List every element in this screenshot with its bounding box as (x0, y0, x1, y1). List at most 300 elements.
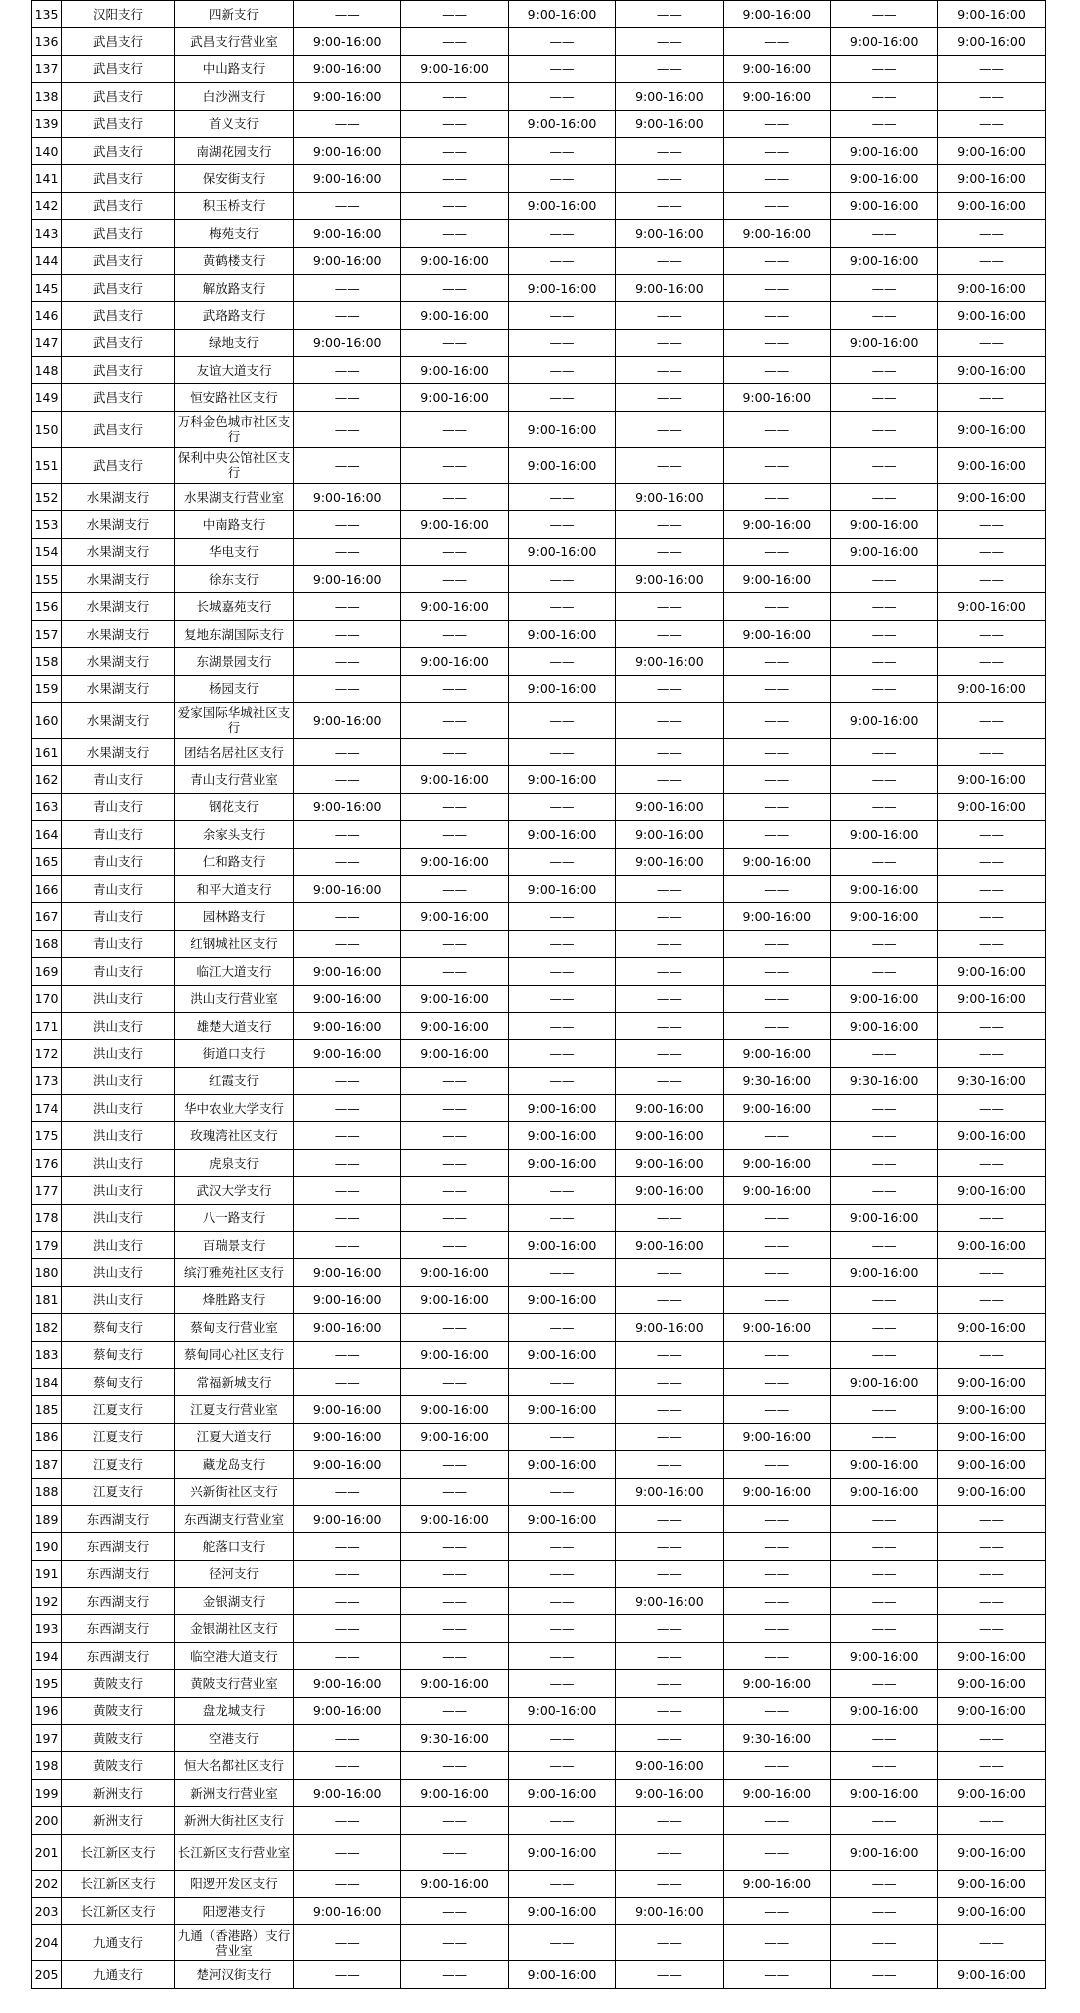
sub-branch-cell: 解放路支行 (175, 274, 294, 301)
hours-cell-col5: 9:00-16:00 (723, 1670, 830, 1697)
row-number-cell: 158 (32, 648, 62, 675)
sub-branch-cell: 舵落口支行 (175, 1533, 294, 1560)
hours-cell-col6: 9:00-16:00 (830, 511, 937, 538)
hours-cell-col2: 9:00-16:00 (401, 1012, 508, 1039)
hours-cell-col5: —— (723, 357, 830, 384)
branch-cell: 江夏支行 (62, 1423, 175, 1450)
hours-cell-col4: —— (616, 357, 723, 384)
hours-cell-col4: —— (616, 1834, 723, 1870)
branch-cell: 蔡甸支行 (62, 1314, 175, 1341)
row-number-cell: 155 (32, 566, 62, 593)
branch-cell: 九通支行 (62, 1961, 175, 1988)
table-row (32, 1588, 1046, 1615)
hours-cell-col7: 9:00-16:00 (938, 165, 1045, 192)
hours-cell-col2: —— (401, 329, 508, 356)
hours-cell-col6: —— (830, 411, 937, 447)
hours-cell-col7: 9:00-16:00 (938, 958, 1045, 985)
hours-cell-col7: —— (938, 620, 1045, 647)
hours-cell-col4: —— (616, 958, 723, 985)
sub-branch-cell: 万科金色城市社区支行 (175, 411, 294, 447)
table-row (32, 483, 1046, 510)
branch-cell: 水果湖支行 (62, 538, 175, 565)
row-number-cell: 165 (32, 848, 62, 875)
row-number-cell: 187 (32, 1451, 62, 1478)
hours-cell-col6: 9:00-16:00 (830, 1259, 937, 1286)
hours-cell-col5: —— (723, 538, 830, 565)
hours-cell-col5: 9:00-16:00 (723, 1149, 830, 1176)
hours-cell-col5: —— (723, 1697, 830, 1724)
hours-cell-col7: —— (938, 1040, 1045, 1067)
hours-cell-col1: —— (294, 821, 401, 848)
hours-cell-col7: 9:00-16:00 (938, 1451, 1045, 1478)
branch-cell: 东西湖支行 (62, 1533, 175, 1560)
row-number-cell: 185 (32, 1396, 62, 1423)
branch-cell: 洪山支行 (62, 1259, 175, 1286)
table-row (32, 1177, 1046, 1204)
hours-cell-col5: 9:00-16:00 (723, 83, 830, 110)
table-row (32, 1314, 1046, 1341)
hours-cell-col2: —— (401, 1122, 508, 1149)
hours-cell-col1: —— (294, 1368, 401, 1395)
table-row (32, 1259, 1046, 1286)
hours-cell-col2: 9:00-16:00 (401, 1779, 508, 1806)
branch-cell: 水果湖支行 (62, 483, 175, 510)
sub-branch-cell: 临江大道支行 (175, 958, 294, 985)
hours-cell-col6: 9:00-16:00 (830, 329, 937, 356)
hours-cell-col5: 9:00-16:00 (723, 1870, 830, 1897)
branch-cell: 洪山支行 (62, 1012, 175, 1039)
hours-cell-col7: —— (938, 1807, 1045, 1834)
branch-cell: 洪山支行 (62, 1095, 175, 1122)
hours-cell-col2: —— (401, 220, 508, 247)
sub-branch-cell: 绿地支行 (175, 329, 294, 356)
hours-cell-col4: —— (616, 1807, 723, 1834)
hours-cell-col4: —— (616, 675, 723, 702)
hours-cell-col5: —— (723, 28, 830, 55)
hours-cell-col1: —— (294, 447, 401, 483)
hours-cell-col4: 9:00-16:00 (616, 821, 723, 848)
hours-cell-col1: 9:00-16:00 (294, 1040, 401, 1067)
row-number-cell: 177 (32, 1177, 62, 1204)
hours-cell-col3: 9:00-16:00 (508, 1149, 615, 1176)
hours-cell-col3: 9:00-16:00 (508, 1898, 615, 1925)
hours-cell-col7: 9:00-16:00 (938, 1232, 1045, 1259)
hours-cell-col7: —— (938, 1259, 1045, 1286)
hours-cell-col7: 9:00-16:00 (938, 675, 1045, 702)
hours-cell-col1: —— (294, 648, 401, 675)
row-number-cell: 175 (32, 1122, 62, 1149)
branch-cell: 武昌支行 (62, 274, 175, 301)
hours-cell-col1: 9:00-16:00 (294, 28, 401, 55)
hours-cell-col2: 9:00-16:00 (401, 1259, 508, 1286)
sub-branch-cell: 保安街支行 (175, 165, 294, 192)
table-row (32, 329, 1046, 356)
row-number-cell: 154 (32, 538, 62, 565)
hours-cell-col3: 9:00-16:00 (508, 274, 615, 301)
hours-cell-col5: 9:00-16:00 (723, 620, 830, 647)
hours-cell-col2: 9:00-16:00 (401, 1396, 508, 1423)
hours-cell-col7: 9:00-16:00 (938, 1396, 1045, 1423)
hours-cell-col2: 9:30-16:00 (401, 1725, 508, 1752)
sub-branch-cell: 缤汀雅苑社区支行 (175, 1259, 294, 1286)
hours-cell-col3: 9:00-16:00 (508, 538, 615, 565)
hours-cell-col5: —— (723, 1642, 830, 1669)
hours-cell-col2: —— (401, 538, 508, 565)
hours-cell-col5: 9:00-16:00 (723, 1095, 830, 1122)
hours-cell-col4: —— (616, 1396, 723, 1423)
hours-cell-col7: —— (938, 1505, 1045, 1532)
hours-cell-col7: —— (938, 1286, 1045, 1313)
table-row (32, 28, 1046, 55)
branch-cell: 汉阳支行 (62, 1, 175, 28)
sub-branch-cell: 临空港大道支行 (175, 1642, 294, 1669)
hours-cell-col6: —— (830, 1122, 937, 1149)
hours-cell-col6: 9:30-16:00 (830, 1067, 937, 1094)
hours-cell-col6: —— (830, 566, 937, 593)
table-row (32, 1067, 1046, 1094)
hours-cell-col2: —— (401, 1898, 508, 1925)
branch-cell: 洪山支行 (62, 1204, 175, 1231)
hours-cell-col7: 9:00-16:00 (938, 593, 1045, 620)
hours-cell-col4: —— (616, 511, 723, 538)
hours-cell-col4: 9:00-16:00 (616, 83, 723, 110)
branch-cell: 青山支行 (62, 793, 175, 820)
hours-cell-col2: —— (401, 793, 508, 820)
hours-cell-col3: —— (508, 28, 615, 55)
hours-cell-col7: —— (938, 511, 1045, 538)
hours-cell-col5: —— (723, 1012, 830, 1039)
hours-cell-col3: —— (508, 1670, 615, 1697)
branch-cell: 长江新区支行 (62, 1898, 175, 1925)
hours-cell-col6: —— (830, 766, 937, 793)
hours-cell-col3: —— (508, 55, 615, 82)
hours-cell-col1: —— (294, 192, 401, 219)
sub-branch-cell: 红霞支行 (175, 1067, 294, 1094)
row-number-cell: 189 (32, 1505, 62, 1532)
branch-cell: 洪山支行 (62, 1122, 175, 1149)
sub-branch-cell: 复地东湖国际支行 (175, 620, 294, 647)
hours-cell-col5: —— (723, 1615, 830, 1642)
hours-cell-col6: —— (830, 1870, 937, 1897)
hours-cell-col4: —— (616, 1012, 723, 1039)
hours-cell-col6: —— (830, 1095, 937, 1122)
branch-cell: 洪山支行 (62, 1177, 175, 1204)
hours-cell-col2: —— (401, 702, 508, 738)
hours-cell-col3: —— (508, 1478, 615, 1505)
hours-cell-col2: —— (401, 83, 508, 110)
hours-cell-col6: —— (830, 648, 937, 675)
table-row (32, 274, 1046, 301)
sub-branch-cell: 武汉大学支行 (175, 1177, 294, 1204)
table-row (32, 83, 1046, 110)
table-row (32, 766, 1046, 793)
hours-cell-col7: —— (938, 1533, 1045, 1560)
hours-cell-col4: —— (616, 1286, 723, 1313)
hours-cell-col5: —— (723, 329, 830, 356)
hours-cell-col3: —— (508, 1259, 615, 1286)
hours-cell-col3: 9:00-16:00 (508, 110, 615, 137)
hours-cell-col2: —— (401, 930, 508, 957)
hours-cell-col6: —— (830, 1588, 937, 1615)
table-row (32, 1752, 1046, 1779)
row-number-cell: 141 (32, 165, 62, 192)
hours-cell-col1: —— (294, 302, 401, 329)
table-row (32, 1232, 1046, 1259)
row-number-cell: 147 (32, 329, 62, 356)
sub-branch-cell: 藏龙岛支行 (175, 1451, 294, 1478)
hours-cell-col2: —— (401, 1642, 508, 1669)
hours-cell-col6: —— (830, 384, 937, 411)
hours-cell-col1: 9:00-16:00 (294, 1012, 401, 1039)
hours-cell-col3: —— (508, 247, 615, 274)
sub-branch-cell: 街道口支行 (175, 1040, 294, 1067)
hours-cell-col7: 9:00-16:00 (938, 1368, 1045, 1395)
hours-cell-col6: —— (830, 1533, 937, 1560)
hours-cell-col7: 9:00-16:00 (938, 1642, 1045, 1669)
hours-cell-col3: —— (508, 1040, 615, 1067)
branch-cell: 东西湖支行 (62, 1588, 175, 1615)
hours-cell-col7: —— (938, 821, 1045, 848)
hours-cell-col7: 9:00-16:00 (938, 793, 1045, 820)
sub-branch-cell: 爱家国际华城社区支行 (175, 702, 294, 738)
hours-cell-col7: 9:00-16:00 (938, 28, 1045, 55)
hours-cell-col4: —— (616, 447, 723, 483)
hours-cell-col5: —— (723, 1588, 830, 1615)
hours-cell-col7: —— (938, 384, 1045, 411)
table-row (32, 793, 1046, 820)
hours-cell-col7: —— (938, 566, 1045, 593)
row-number-cell: 173 (32, 1067, 62, 1094)
branch-cell: 武昌支行 (62, 220, 175, 247)
hours-cell-col4: —— (616, 302, 723, 329)
hours-cell-col2: 9:00-16:00 (401, 1286, 508, 1313)
hours-cell-col7: —— (938, 1095, 1045, 1122)
row-number-cell: 197 (32, 1725, 62, 1752)
hours-cell-col5: —— (723, 930, 830, 957)
hours-cell-col7: 9:00-16:00 (938, 274, 1045, 301)
hours-cell-col6: —— (830, 447, 937, 483)
hours-cell-col5: 9:00-16:00 (723, 1423, 830, 1450)
hours-cell-col6: 9:00-16:00 (830, 1834, 937, 1870)
table-row (32, 1451, 1046, 1478)
hours-cell-col4: —— (616, 247, 723, 274)
hours-cell-col4: —— (616, 1067, 723, 1094)
hours-cell-col1: —— (294, 1615, 401, 1642)
sub-branch-cell: 保利中央公馆社区支行 (175, 447, 294, 483)
hours-cell-col4: —— (616, 1204, 723, 1231)
hours-cell-col5: —— (723, 1396, 830, 1423)
branch-cell: 江夏支行 (62, 1478, 175, 1505)
hours-cell-col2: 9:00-16:00 (401, 903, 508, 930)
hours-cell-col3: —— (508, 1314, 615, 1341)
row-number-cell: 142 (32, 192, 62, 219)
hours-cell-col3: —— (508, 137, 615, 164)
hours-cell-col2: 9:00-16:00 (401, 1670, 508, 1697)
hours-cell-col2: —— (401, 1451, 508, 1478)
table-row (32, 1368, 1046, 1395)
sub-branch-cell: 四新支行 (175, 1, 294, 28)
hours-cell-col3: —— (508, 1177, 615, 1204)
hours-cell-col7: —— (938, 848, 1045, 875)
sub-branch-cell: 东湖景园支行 (175, 648, 294, 675)
hours-cell-col1: —— (294, 1834, 401, 1870)
hours-cell-col5: —— (723, 1560, 830, 1587)
table-row (32, 447, 1046, 483)
hours-cell-col2: —— (401, 566, 508, 593)
hours-cell-col3: —— (508, 793, 615, 820)
sub-branch-cell: 盘龙城支行 (175, 1697, 294, 1724)
hours-cell-col2: —— (401, 1752, 508, 1779)
hours-cell-col3: —— (508, 566, 615, 593)
row-number-cell: 188 (32, 1478, 62, 1505)
hours-cell-col3: 9:00-16:00 (508, 1286, 615, 1313)
hours-cell-col6: —— (830, 1232, 937, 1259)
table-row (32, 55, 1046, 82)
table-row (32, 1925, 1046, 1961)
hours-cell-col7: —— (938, 110, 1045, 137)
hours-cell-col2: —— (401, 165, 508, 192)
row-number-cell: 156 (32, 593, 62, 620)
table-row (32, 1204, 1046, 1231)
hours-cell-col3: —— (508, 738, 615, 765)
row-number-cell: 204 (32, 1925, 62, 1961)
hours-cell-col4: —— (616, 702, 723, 738)
hours-cell-col4: —— (616, 1, 723, 28)
branch-cell: 青山支行 (62, 930, 175, 957)
table-row (32, 192, 1046, 219)
hours-cell-col3: —— (508, 384, 615, 411)
hours-cell-col4: —— (616, 1697, 723, 1724)
hours-cell-col6: 9:00-16:00 (830, 1642, 937, 1669)
row-number-cell: 166 (32, 875, 62, 902)
hours-cell-col1: —— (294, 110, 401, 137)
branch-cell: 青山支行 (62, 821, 175, 848)
branch-cell: 水果湖支行 (62, 648, 175, 675)
hours-cell-col4: —— (616, 1961, 723, 1988)
branch-cell: 水果湖支行 (62, 675, 175, 702)
row-number-cell: 168 (32, 930, 62, 957)
hours-cell-col4: —— (616, 1505, 723, 1532)
hours-cell-col5: —— (723, 702, 830, 738)
hours-cell-col5: —— (723, 483, 830, 510)
table-row (32, 1423, 1046, 1450)
row-number-cell: 190 (32, 1533, 62, 1560)
hours-cell-col7: —— (938, 1149, 1045, 1176)
hours-cell-col5: —— (723, 958, 830, 985)
hours-cell-col5: —— (723, 985, 830, 1012)
hours-cell-col3: 9:00-16:00 (508, 1122, 615, 1149)
hours-cell-col5: 9:00-16:00 (723, 55, 830, 82)
sub-branch-cell: 虎泉支行 (175, 1149, 294, 1176)
hours-cell-col2: 9:00-16:00 (401, 384, 508, 411)
sub-branch-cell: 杨园支行 (175, 675, 294, 702)
hours-cell-col3: 9:00-16:00 (508, 1232, 615, 1259)
sub-branch-cell: 黄陂支行营业室 (175, 1670, 294, 1697)
hours-cell-col7: 9:00-16:00 (938, 985, 1045, 1012)
sub-branch-cell: 武珞路支行 (175, 302, 294, 329)
branch-cell: 新洲支行 (62, 1779, 175, 1806)
hours-cell-col1: —— (294, 1204, 401, 1231)
hours-cell-col5: —— (723, 1451, 830, 1478)
hours-cell-col3: —— (508, 1752, 615, 1779)
hours-cell-col5: —— (723, 875, 830, 902)
hours-cell-col1: —— (294, 1232, 401, 1259)
hours-cell-col4: 9:00-16:00 (616, 1095, 723, 1122)
hours-cell-col3: 9:00-16:00 (508, 1834, 615, 1870)
hours-cell-col5: 9:00-16:00 (723, 566, 830, 593)
table-row (32, 1807, 1046, 1834)
hours-cell-col1: 9:00-16:00 (294, 702, 401, 738)
branch-cell: 江夏支行 (62, 1451, 175, 1478)
hours-cell-col1: 9:00-16:00 (294, 1505, 401, 1532)
hours-cell-col3: 9:00-16:00 (508, 447, 615, 483)
hours-cell-col3: 9:00-16:00 (508, 1697, 615, 1724)
table-row (32, 1478, 1046, 1505)
row-number-cell: 135 (32, 1, 62, 28)
hours-cell-col7: —— (938, 1012, 1045, 1039)
hours-cell-col2: —— (401, 447, 508, 483)
table-row (32, 593, 1046, 620)
table-row (32, 848, 1046, 875)
hours-cell-col1: —— (294, 1533, 401, 1560)
hours-cell-col1: —— (294, 1149, 401, 1176)
hours-cell-col5: —— (723, 411, 830, 447)
table-row (32, 1286, 1046, 1313)
hours-cell-col2: 9:00-16:00 (401, 766, 508, 793)
hours-cell-col4: 9:00-16:00 (616, 1779, 723, 1806)
hours-cell-col4: —— (616, 165, 723, 192)
hours-cell-col7: 9:00-16:00 (938, 1961, 1045, 1988)
hours-cell-col6: 9:00-16:00 (830, 1368, 937, 1395)
hours-cell-col3: —— (508, 1423, 615, 1450)
branch-cell: 武昌支行 (62, 447, 175, 483)
sub-branch-cell: 余家头支行 (175, 821, 294, 848)
row-number-cell: 150 (32, 411, 62, 447)
hours-cell-col4: 9:00-16:00 (616, 566, 723, 593)
table-row (32, 675, 1046, 702)
table-row (32, 566, 1046, 593)
hours-cell-col5: —— (723, 137, 830, 164)
table-row (32, 1697, 1046, 1724)
hours-cell-col5: 9:00-16:00 (723, 1040, 830, 1067)
hours-cell-col1: 9:00-16:00 (294, 1314, 401, 1341)
table-row (32, 1834, 1046, 1870)
row-number-cell: 176 (32, 1149, 62, 1176)
hours-cell-col4: —— (616, 1040, 723, 1067)
sub-branch-cell: 华中农业大学支行 (175, 1095, 294, 1122)
hours-cell-col1: —— (294, 1588, 401, 1615)
hours-cell-col1: —— (294, 1, 401, 28)
hours-cell-col7: 9:00-16:00 (938, 766, 1045, 793)
branch-cell: 武昌支行 (62, 329, 175, 356)
hours-cell-col4: —— (616, 411, 723, 447)
hours-cell-col1: —— (294, 766, 401, 793)
hours-cell-col1: 9:00-16:00 (294, 793, 401, 820)
hours-cell-col1: 9:00-16:00 (294, 1898, 401, 1925)
hours-cell-col4: —— (616, 1725, 723, 1752)
row-number-cell: 198 (32, 1752, 62, 1779)
hours-cell-col6: —— (830, 793, 937, 820)
row-number-cell: 205 (32, 1961, 62, 1988)
row-number-cell: 149 (32, 384, 62, 411)
sub-branch-cell: 中南路支行 (175, 511, 294, 538)
hours-cell-col3: —— (508, 1012, 615, 1039)
row-number-cell: 145 (32, 274, 62, 301)
hours-cell-col5: —— (723, 165, 830, 192)
hours-cell-col6: —— (830, 848, 937, 875)
hours-cell-col1: —— (294, 1067, 401, 1094)
table-row (32, 875, 1046, 902)
